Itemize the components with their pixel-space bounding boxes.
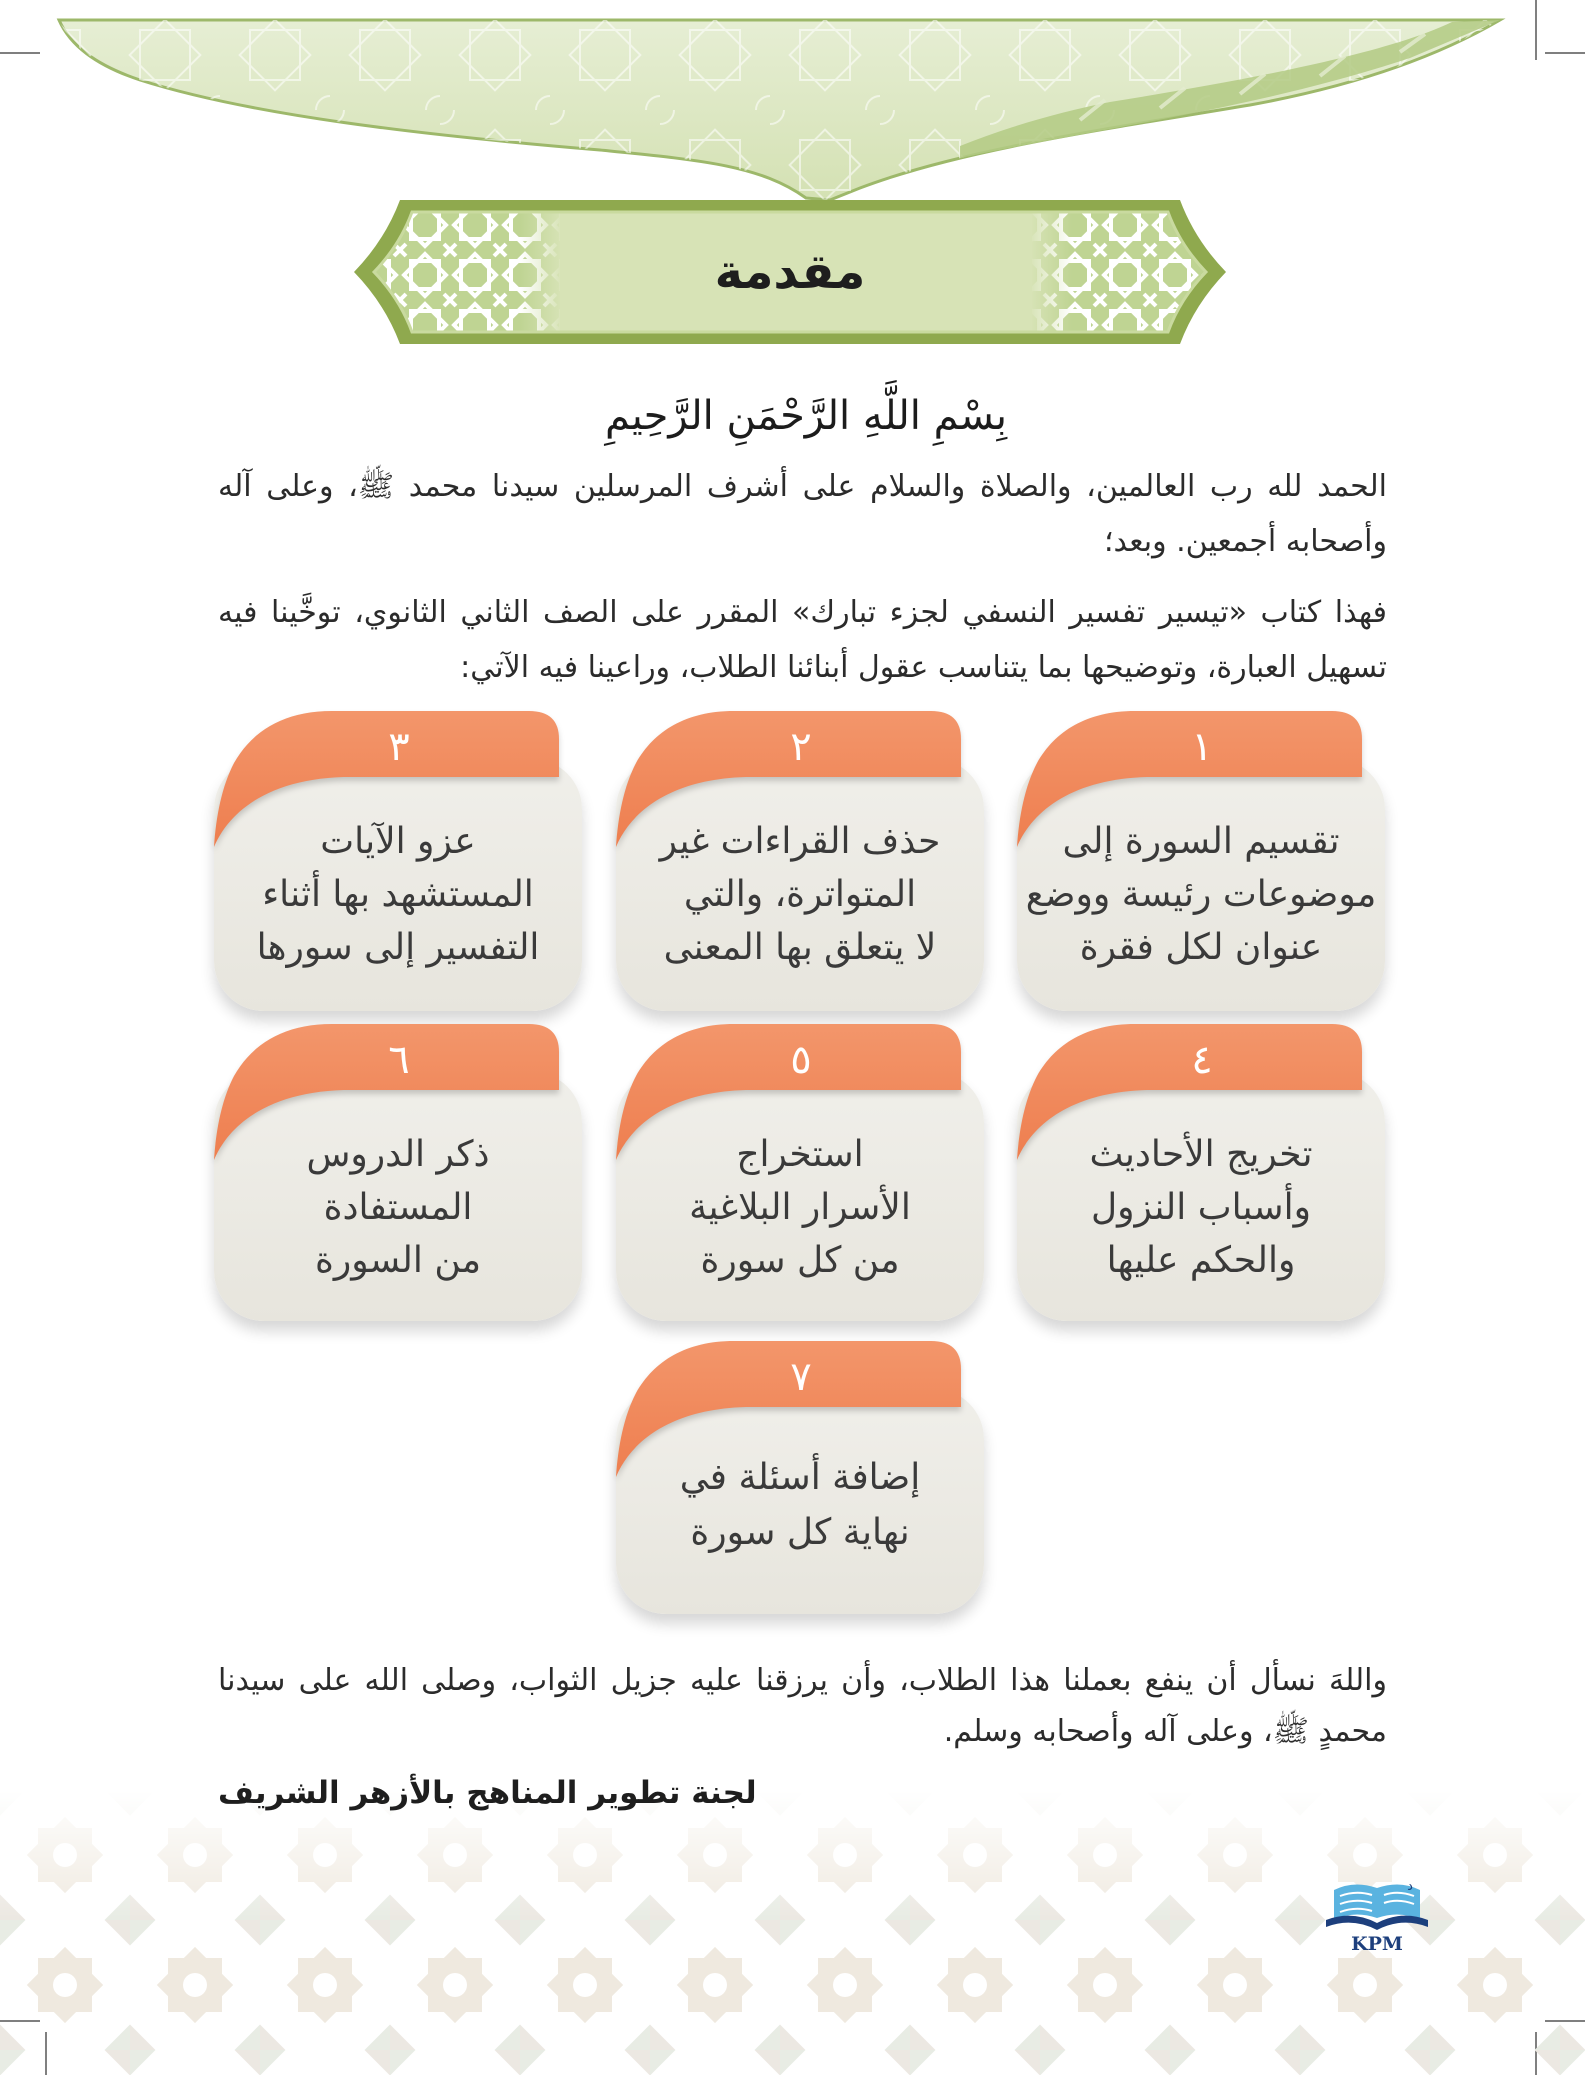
card-text [624, 815, 976, 974]
feature-card-2 [616, 711, 984, 1011]
card-text-line: وأسباب النزول [1091, 1187, 1311, 1228]
card-text-line: ذكر الدروس [306, 1134, 490, 1175]
card-text [624, 1450, 976, 1560]
intro-line-2: وأصحابه أجمعين. وبعد؛ [1103, 524, 1387, 559]
card-text [1025, 815, 1377, 974]
feature-card-4 [1017, 1024, 1385, 1321]
card-text-line: المتواترة، والتي [683, 874, 917, 915]
card-text-line: إضافة أسئلة في [679, 1457, 921, 1498]
card-text [1025, 1128, 1377, 1287]
card-text-line: المستشهد بها أثناء [262, 874, 534, 915]
card-text-line: التفسير إلى سورها [256, 927, 540, 968]
card-text [624, 1128, 976, 1287]
card-text [222, 815, 574, 974]
purpose-line-2: تسهيل العبارة، وتوضيحها بما يتناسب عقول أبنائنا الطلاب، وراعينا فيه الآتي: [460, 650, 1387, 685]
card-text-line: موضوعات رئيسة ووضع [1025, 874, 1377, 915]
card-number: ١ [1191, 724, 1213, 770]
signature: لجنة تطوير المناهج بالأزهر الشريف [218, 1775, 757, 1811]
card-text-line: تقسيم السورة إلى [1062, 821, 1340, 862]
feature-card-6 [214, 1024, 582, 1321]
card-text-line: الأسرار البلاغية [689, 1187, 911, 1228]
feature-card-5 [616, 1024, 984, 1321]
card-text-line: عزو الآيات [320, 821, 476, 862]
card-number: ٥ [790, 1037, 812, 1083]
purpose-line-1: فهذا كتاب «تيسير تفسير النسفي لجزء تبارك» المقرر على الصف الثاني الثانوي، توخَّينا فيه [218, 595, 1387, 630]
feature-card-3 [214, 711, 582, 1011]
card-text-line: عنوان لكل فقرة [1079, 927, 1323, 968]
closing-line-1: واللهَ نسأل أن ينفع بعملنا هذا الطلاب، وأن يرزقنا عليه جزيل الثواب، وصلى الله على سيدنا [218, 1663, 1387, 1698]
card-text-line: استخراج [736, 1134, 864, 1175]
logo-letter: د [1407, 1879, 1413, 1894]
page-title: مقدمة [714, 244, 866, 300]
card-number: ٣ [388, 724, 410, 770]
closing-line-2: محمدٍ ﷺ، وعلى آله وأصحابه وسلم. [943, 1714, 1387, 1749]
card-text [222, 1128, 574, 1287]
card-text-line: والحكم عليها [1106, 1240, 1296, 1281]
logo-name: KPM [1351, 1933, 1403, 1955]
card-text-line: من السورة [314, 1240, 482, 1281]
card-number: ٤ [1191, 1037, 1213, 1083]
feature-card-1 [1017, 711, 1385, 1011]
intro-line-1: الحمد لله رب العالمين، والصلاة والسلام على أشرف المرسلين سيدنا محمد ﷺ، وعلى آله [218, 469, 1387, 504]
card-number: ٧ [790, 1354, 812, 1400]
card-text-line: نهاية كل سورة [690, 1512, 910, 1553]
card-text-line: لا يتعلق بها المعنى [663, 927, 937, 968]
card-number: ٦ [388, 1037, 410, 1083]
card-text-line: من كل سورة [700, 1240, 900, 1281]
card-text-line: تخريج الأحاديث [1089, 1134, 1313, 1175]
title-frame [0, 0, 1585, 360]
card-number: ٢ [790, 724, 812, 770]
basmala: بِسْمِ اللَّهِ الرَّحْمَنِ الرَّحِيمِ [604, 393, 1008, 439]
card-text-line: حذف القراءات غير [659, 821, 941, 862]
publisher-logo [1322, 1876, 1434, 1958]
card-text-line: المستفادة [323, 1187, 473, 1228]
feature-card-7 [616, 1341, 984, 1614]
